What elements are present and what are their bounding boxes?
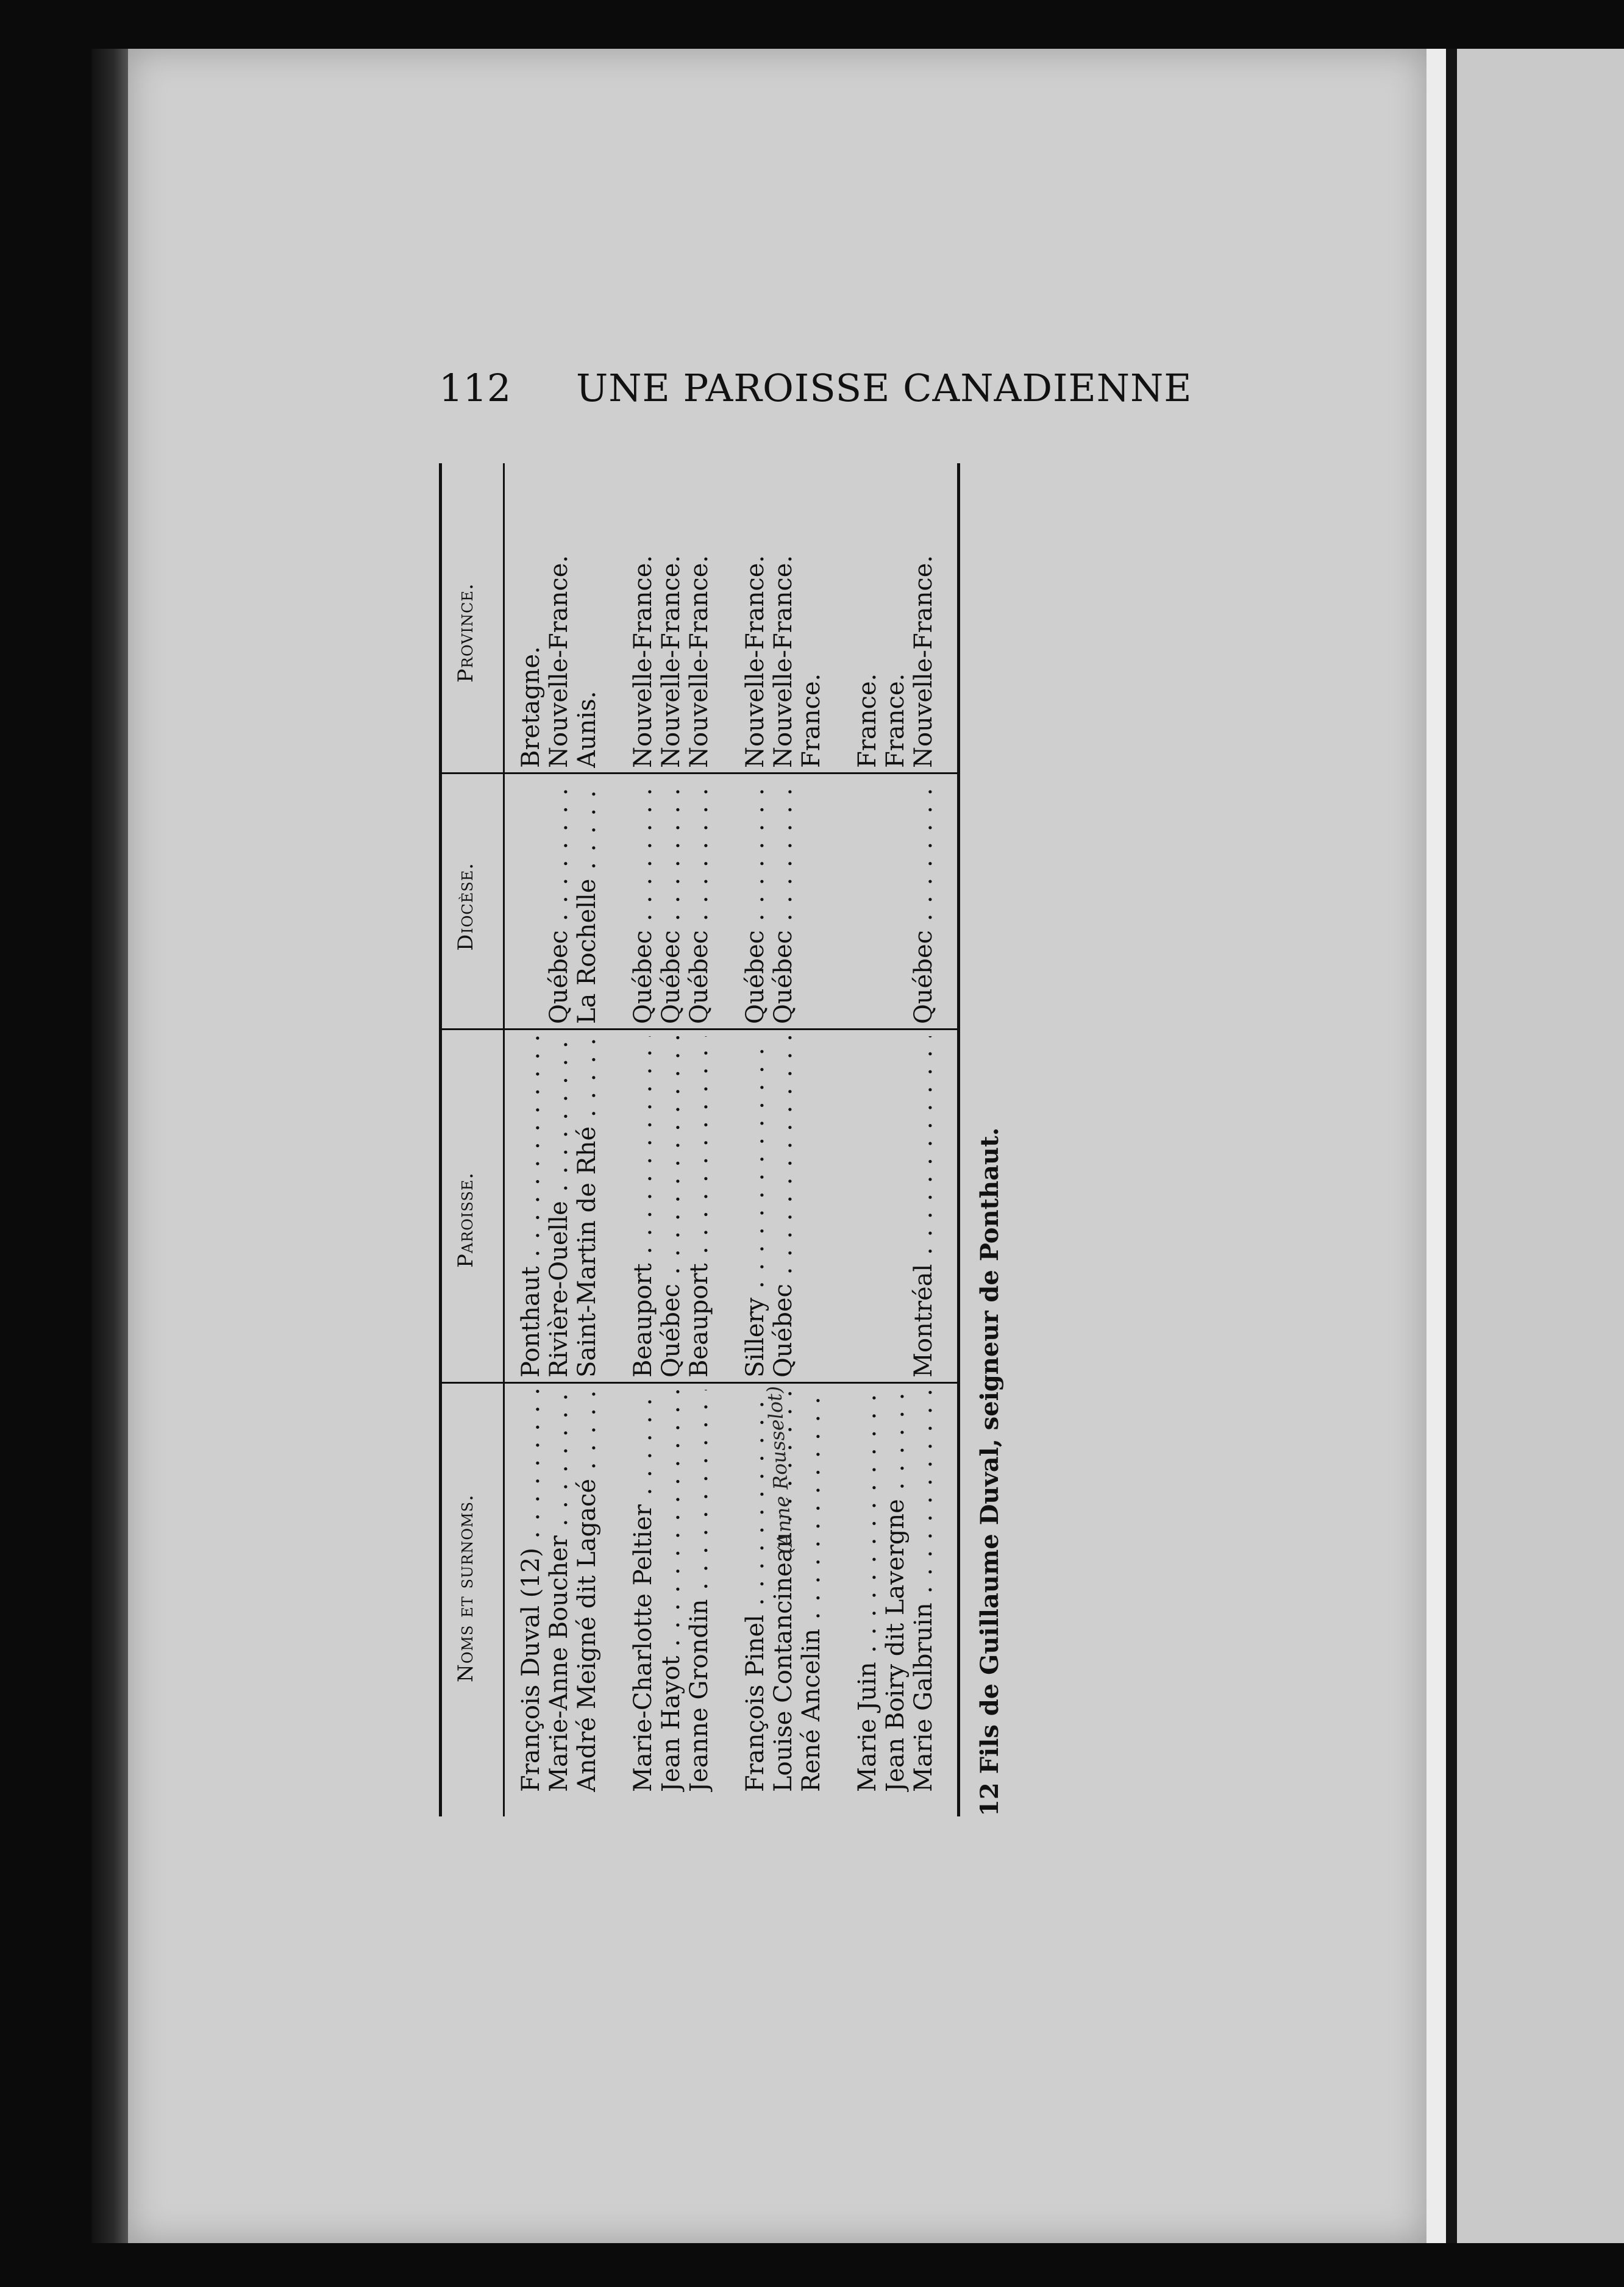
cell-nom: André Meigné dit Lagacé . . . [573,1390,601,1792]
cell-province: Aunis. [573,691,601,768]
cell-paroisse: Sillery . . . [741,1036,769,1378]
table-row [629,463,657,1816]
cell-nom: Marie-Charlotte Peltier . . . [629,1390,657,1792]
table-row [881,463,910,1816]
cell-province [601,469,629,768]
cell-diocese [517,780,545,1024]
cell-province: Nouvelle-France. [910,555,938,768]
table-row [769,463,797,1816]
page-number: 112 [439,366,511,410]
table-row [601,463,629,1816]
cell-nom: Jean Boiry dit Lavergne . . . [881,1390,910,1792]
cell-diocese: Québec . . . [685,780,713,1024]
genealogy-table [439,463,1004,1816]
cell-province: Nouvelle-France. [545,555,573,768]
cell-diocese: Québec . . . [657,780,685,1024]
cell-paroisse: Saint-Martin de Rhé . . . [573,1036,601,1378]
cell-paroisse [601,1036,629,1378]
cell-province: France. [881,673,910,768]
table-row [910,463,938,1816]
cell-province: Nouvelle-France. [685,555,713,768]
cell-diocese [853,780,881,1024]
gutter-shadow [1446,49,1457,2243]
running-header [439,366,1192,421]
cell-paroisse: Québec . . . [769,1036,797,1378]
cell-province: Nouvelle-France. [629,555,657,768]
adjacent-page [1457,49,1624,2243]
page-gutter [1426,49,1446,2243]
cell-nom: Marie-Anne Boucher . . . [545,1390,573,1792]
cell-diocese [881,780,910,1024]
cell-paroisse [797,1036,825,1378]
cell-diocese: Québec . . . [910,780,938,1024]
cell-nom: François Pinel . . . [741,1390,769,1792]
cell-paroisse: Beauport . . . [685,1036,713,1378]
table-top-rule [439,463,442,1816]
cell-nom [713,1390,741,1792]
cell-province: France. [853,673,881,768]
running-title: UNE PAROISSE CANADIENNE [576,366,1192,410]
cell-paroisse: Montréal . . . [910,1036,938,1378]
header-diocese: Diocèse. [454,862,478,951]
table-header-rule [503,463,505,1816]
cell-nom [601,1390,629,1792]
cell-province [713,469,741,768]
table-row [825,463,853,1816]
cell-diocese: Québec . . . [545,780,573,1024]
cell-paroisse: Ponthaut . . . [517,1036,545,1378]
cell-nom: François Duval (12) . . . [517,1390,545,1792]
table-row [741,463,769,1816]
cell-paroisse [713,1036,741,1378]
table-row [573,463,601,1816]
cell-province: Bretagne. [517,646,545,768]
header-noms: Noms et surnoms. [454,1494,478,1682]
cell-province: Nouvelle-France. [769,555,797,768]
footnote: 12 Fils de Guillaume Duval, seigneur de Ponthaut. [975,1127,1004,1816]
cell-paroisse [853,1036,881,1378]
cell-nom: Marie Galbruin . . . [910,1390,938,1792]
cell-diocese: Québec . . . [741,780,769,1024]
table-row [657,463,685,1816]
table-row [853,463,881,1816]
cell-province: Nouvelle-France. [741,555,769,768]
header-paroisse: Paroisse. [454,1172,478,1268]
table-row [685,463,713,1816]
cell-nom [825,1390,853,1792]
cell-diocese [797,780,825,1024]
table-row [545,463,573,1816]
cell-nom: Marie Juin . . . [853,1390,881,1792]
cell-nom: Louise Contancineau . . . [769,1390,797,1792]
cell-diocese [825,780,853,1024]
cell-nom: Jeanne Grondin . . . [685,1390,713,1792]
cell-diocese: La Rochelle . . . [573,780,601,1024]
cell-province: Nouvelle-France. [657,555,685,768]
cell-paroisse: Beauport . . . [629,1036,657,1378]
cell-paroisse: Québec . . . [657,1036,685,1378]
table-bottom-rule [957,463,960,1816]
cell-paroisse [825,1036,853,1378]
cell-diocese: Québec . . . [629,780,657,1024]
cell-province: France. [797,673,825,768]
table-row [797,463,825,1816]
cell-paroisse [881,1036,910,1378]
table-row [517,463,545,1816]
cell-nom: René Ancelin . . . [797,1390,825,1792]
cell-diocese [713,780,741,1024]
cell-nom: Jean Hayot . . . [657,1390,685,1792]
handwritten-annotation: (Anne Rousselot) [762,1385,797,1555]
cell-paroisse: Rivière-Ouelle . . . [545,1036,573,1378]
cell-diocese [601,780,629,1024]
table-row [713,463,741,1816]
book-spine-edge [91,49,128,2243]
cell-diocese: Québec . . . [769,780,797,1024]
header-province: Province. [454,583,478,683]
cell-province [825,469,853,768]
